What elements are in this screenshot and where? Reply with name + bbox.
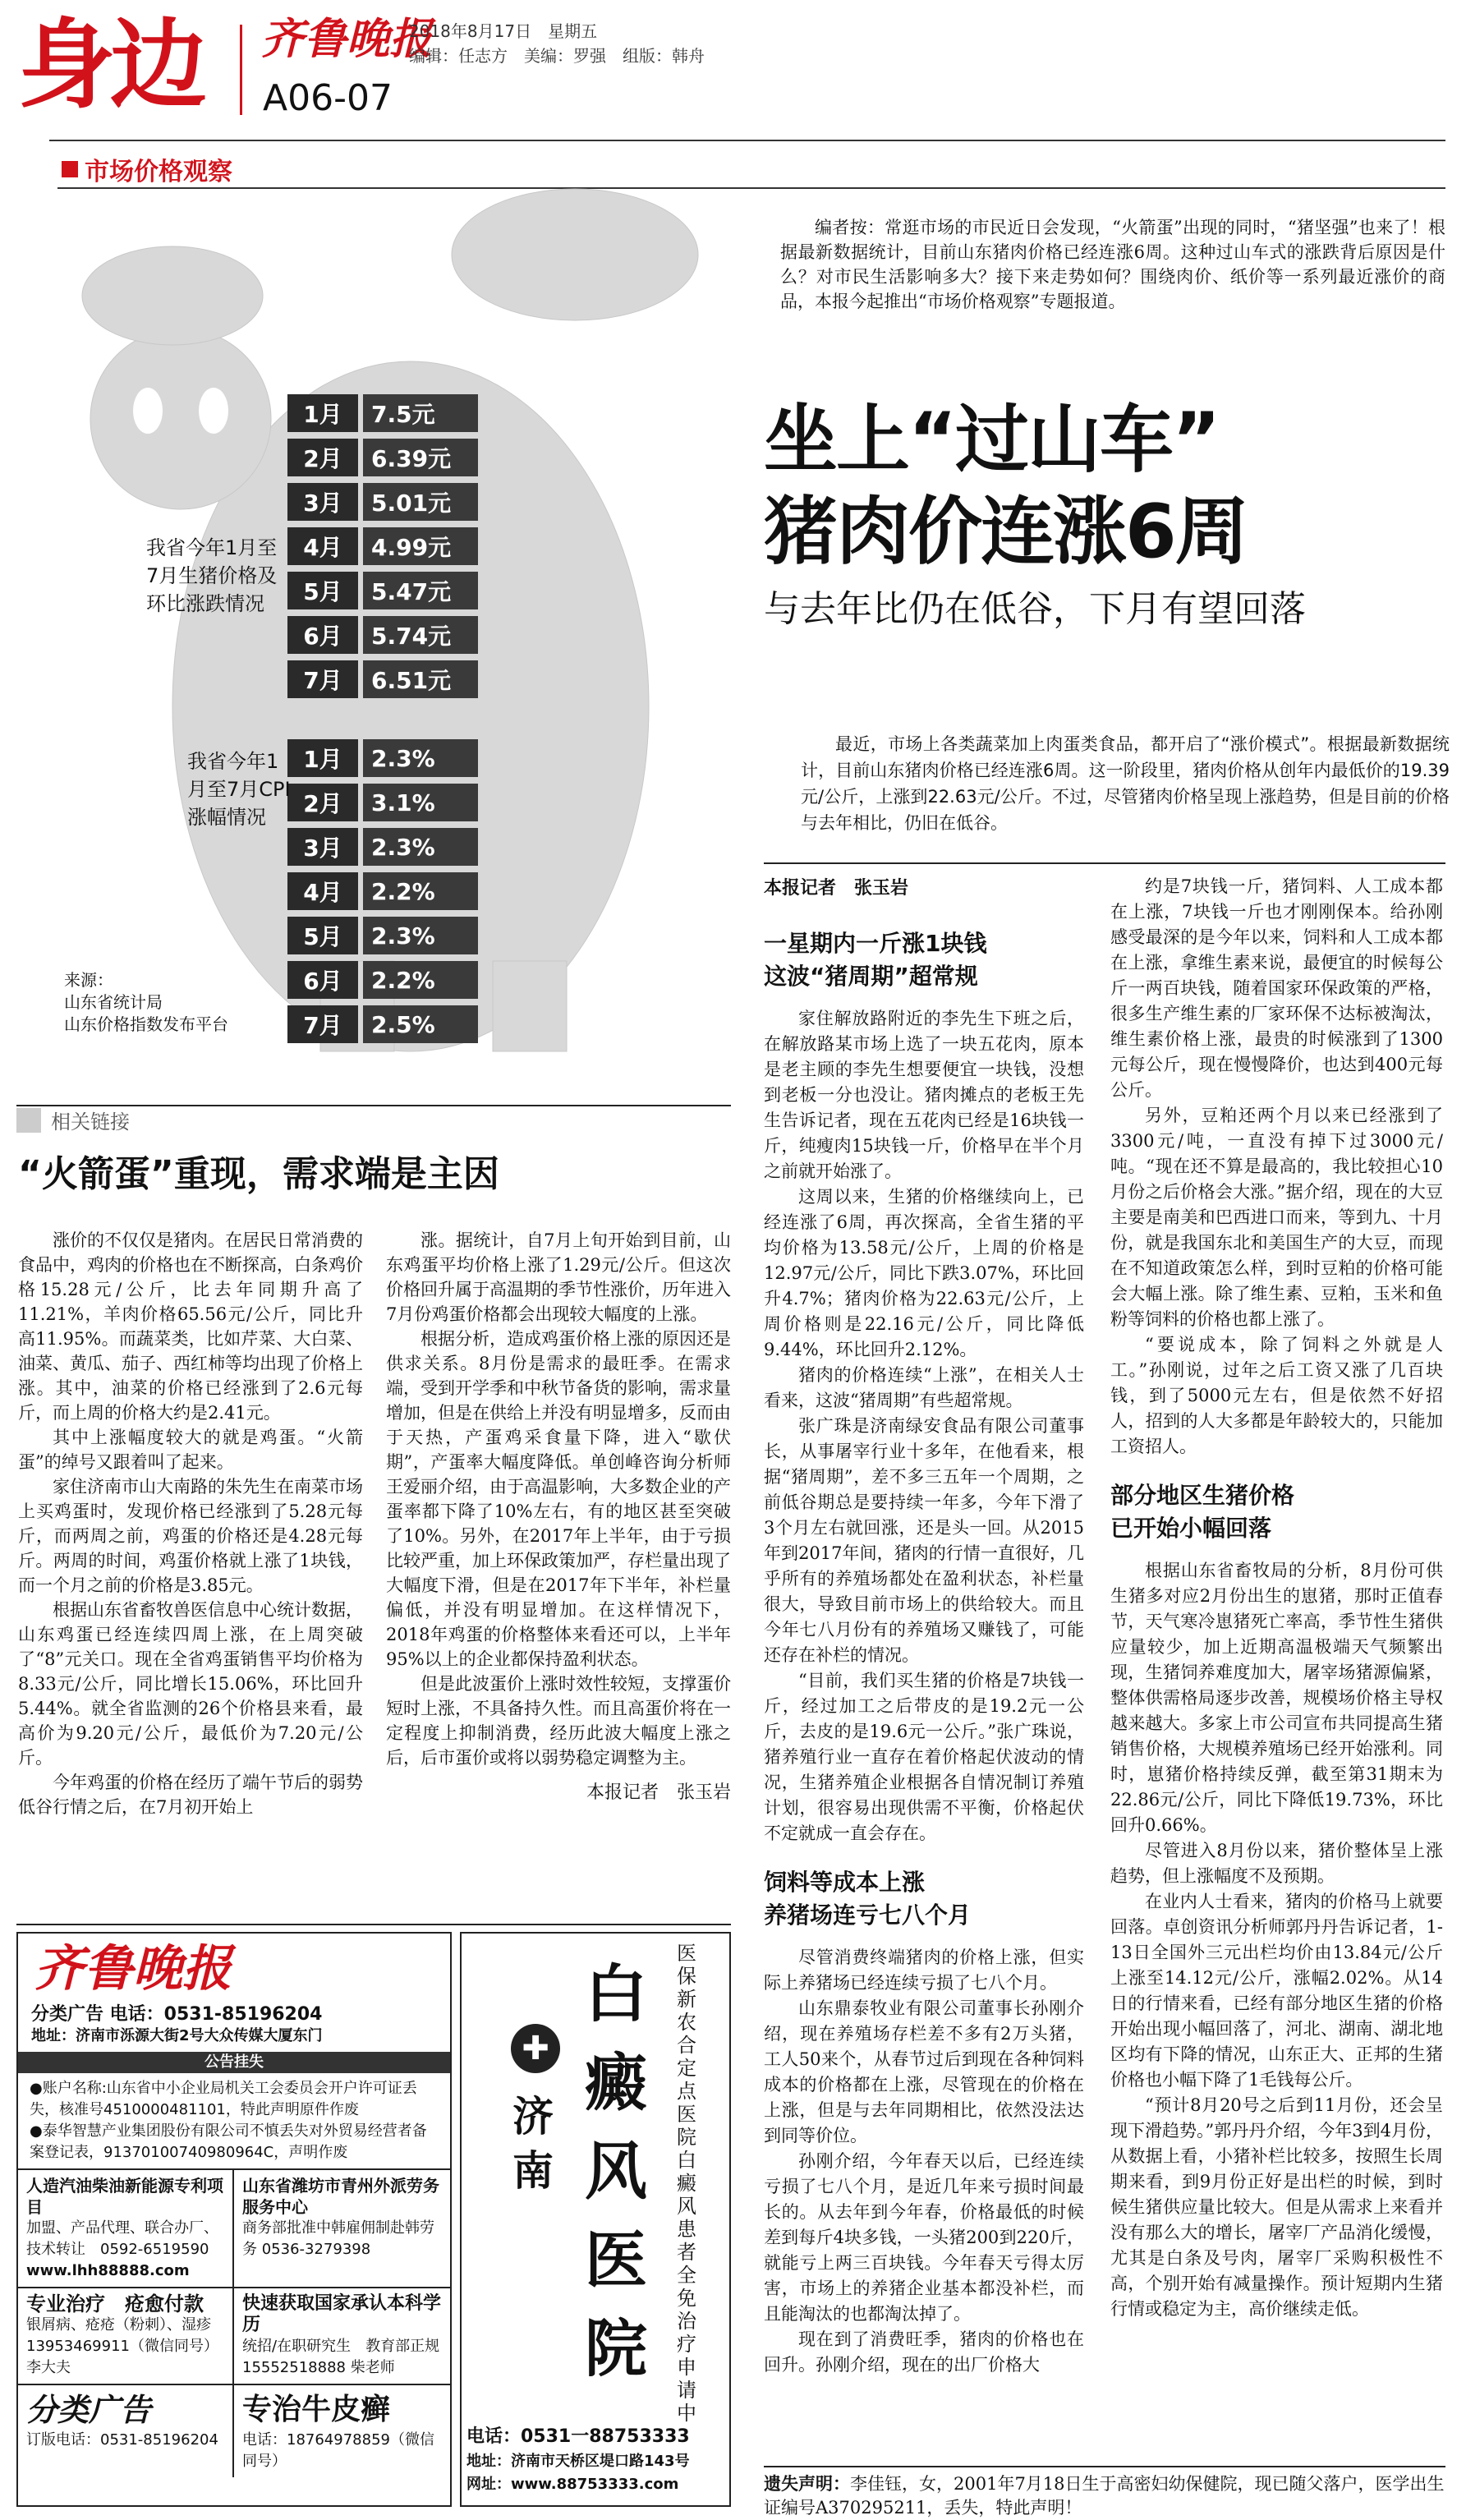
related-paragraph: 根据山东省畜牧兽医信息中心统计数据，山东鸡蛋已经连续四周上涨，在上周突破了“8”元关口。现在全省鸡蛋销售平均价格为8.33元/公斤，同比增长15.06%，环比回升5.44%。就全省监测的26个价格县来看，最高价为9.20元/公斤，最低价为7.20元/公斤。: [18, 1600, 363, 1768]
pig-price-month: 3月: [287, 483, 358, 521]
red-square-icon: [62, 161, 78, 177]
editors: 编辑：任志方 美编：罗强 组版：韩舟: [409, 46, 705, 66]
pig-price-row: [287, 394, 478, 432]
main-byline: 本报记者 张玉岩: [764, 878, 909, 899]
section2-title: 饲料等成本上涨: [764, 1869, 926, 1896]
ad-body: 统招/在职研究生 教育部正规 15552518888 柴老师: [242, 2338, 455, 2376]
article-paragraph: 约是7块钱一斤，猪饲料、人工成本都在上涨，7块钱一斤也才刚刚保本。给孙刚感受最深的是今年以来，饲料和人工成本都在上涨，拿维生素来说，最便宜的时候每公斤一两百块钱，随着国家环保政策的严格，很多生产维生素的厂家环保不达标被淘汰，维生素价格上涨，最贵的时候涨到了1300元每公斤，现在慢慢降价，也达到400元每公斤。: [1110, 876, 1443, 1100]
cpi-value: 2.2%: [363, 961, 478, 999]
clinic-city: 济南: [512, 2093, 554, 2195]
clinic-vertical-text: 医保新农合定点医院 白癜风患者全免治疗申请中: [677, 1942, 716, 2425]
cpi-month: 5月: [287, 917, 358, 954]
notice-title: 公告挂失: [205, 2053, 264, 2071]
ad-title: 山东省潍坊市青州外派劳务服务中心: [242, 2176, 439, 2217]
section1-title: 一星期内一斤涨1块钱: [764, 930, 987, 957]
clinic-ad: [460, 1932, 731, 2507]
section3-title: 部分地区生猪价格: [1110, 1482, 1295, 1509]
ad-title: 快速获取国家承认本科学历: [242, 2293, 442, 2335]
cpi-value: 2.3%: [363, 828, 478, 866]
clinic-cross-icon: ✚: [511, 2024, 560, 2073]
article-paragraph: 猪肉的价格连续“上涨”，在相关人士看来，这波“猪周期”有些超常规。: [764, 1365, 1084, 1410]
paper-name: 齐鲁晚报: [261, 14, 433, 64]
pig-price-value: 5.74元: [363, 616, 478, 654]
pig-price-month: 6月: [287, 616, 358, 654]
article-paragraph: 根据山东省畜牧局的分析，8月份可供生猪多对应2月份出生的崽猪，那时正值春节，天气寒冷崽猪死亡率高，季节性生猪供应量较少，加上近期高温极端天气频繁出现，生猪饲养难度加大，屠宰场猪源偏紧，整体供需格局逐步改善，规模场价格主导权越来越大。多家上市公司宣布共同提高生猪销售价格，大规模养殖场已经开始涨利。同时，崽猪价格持续反弹，截至第31期末为22.86元/公斤，同比下降低19.73%，环比回升0.66%。: [1110, 1561, 1443, 1835]
clinic-phone: 电话：0531一88753333: [466, 2426, 690, 2447]
source-item: 山东价格指数发布平台: [64, 1014, 228, 1034]
related-col-2: [386, 1228, 731, 1951]
pig-price-month: 2月: [287, 439, 358, 476]
cpi-label: 我省今年1月至7月CPI涨幅情况: [187, 750, 291, 829]
pig-price-label: 我省今年1月至7月生猪价格及环比涨跌情况: [146, 536, 278, 615]
ad-cell: [234, 2385, 450, 2477]
pig-price-table: [287, 394, 478, 705]
section-title: 身边: [18, 8, 203, 122]
ad-body: 银屑病、疮疮（粉刺）、湿疹 13953469911（微信同号）李大夫: [26, 2316, 226, 2376]
clinic-name: 白癜风医院: [585, 1957, 647, 2385]
lost-notice-text: 李佳钰，女，2001年7月18日生于高密妇幼保健院，现已随父落户，医学出生证编号A370295211，丢失，特此声明！: [764, 2474, 1445, 2518]
pig-price-month: 5月: [287, 572, 358, 609]
pig-price-month: 4月: [287, 527, 358, 565]
cpi-month: 4月: [287, 872, 358, 910]
article-paragraph: “目前，我们买生猪的价格是7块钱一斤，经过加工之后带皮的是19.2元一公斤，去皮的是19.6元一公斤。”张广珠说，猪养殖行业一直存在着价格起伏波动的情况，生猪养殖企业根据各自情况制订养殖计划，很容易出现供需不平衡，价格起伏不定就成一直会存在。: [764, 1671, 1084, 1843]
related-paragraph: 涨价的不仅仅是猪肉。在居民日常消费的食品中，鸡肉的价格也在不断探高，白条鸡价格15.28元/公斤，比去年同期升高了11.21%，羊肉价格65.56元/公斤，同比升高11.95%。而蔬菜类，比如芹菜、大白菜、油菜、黄瓜、茄子、西红柿等均出现了价格上涨。其中，油菜的价格已经涨到了2.6元每斤，而上周的价格大约是2.41元。: [18, 1230, 363, 1423]
masthead-rule: [49, 140, 1445, 141]
cpi-row: [287, 784, 478, 821]
article-paragraph: 尽管进入8月份以来，猪价整体呈上涨趋势，但上涨幅度不及预期。: [1110, 1841, 1443, 1886]
source-item: 山东省统计局: [64, 992, 163, 1012]
headline-line2: 猪肉价连涨6周: [764, 489, 1248, 575]
article-paragraph: “要说成本，除了饲料之外就是人工。”孙刚说，过年之后工资又涨了几百块钱，到了5000元左右，但是依然不好招人，招到的人大多都是年龄较大的，只能加工资招人。: [1110, 1335, 1443, 1456]
article-paragraph: 张广珠是济南绿安食品有限公司董事长，从事屠宰行业十多年，在他看来，根据“猪周期”，差不多三五年一个周期，之前低谷期总是要持续一年多，今年下滑了3个月左右就回涨，还是头一回。从2015年到2017年间，猪肉的行情一直很好，几乎所有的养殖场都处在盈利状态，补栏量很大，导致目前市场上的供给较大。而且今年七八月份有的养殖场又赚钱了，可能还存在补栏的情况。: [764, 1416, 1084, 1665]
column-tag: [62, 151, 232, 187]
cpi-row: [287, 872, 478, 910]
page-number: A06-07: [263, 77, 393, 119]
pig-price-row: [287, 660, 478, 698]
lead: [801, 731, 1450, 836]
ad-body: 订版电话：0531-85196204: [26, 2431, 218, 2449]
ad-title: 专业治疗 疮愈付款: [26, 2292, 204, 2315]
cpi-row: [287, 1005, 478, 1043]
pig-price-value: 5.47元: [363, 572, 478, 609]
section3-title: 已开始小幅回落: [1110, 1515, 1272, 1542]
related-byline: 本报记者 张玉岩: [586, 1782, 731, 1803]
cpi-table: [287, 739, 478, 1050]
lost-notice-rule: [764, 2466, 1445, 2467]
editor-note-text: 编者按：常逛市场的市民近日会发现，“火箭蛋”出现的同时，“猪坚强”也来了！根据最新数据统计，目前山东猪肉价格已经连涨6周。这种过山车式的涨跌背后原因是什么？对市民生活影响多大？接下来走势如何？围绕肉价、纸价等一系列最近涨价的商品，本报今起推出“市场价格观察”专题报道。: [780, 218, 1445, 311]
ad-body: 电话：18764978859（微信同号）: [242, 2431, 434, 2470]
ad-cell: [18, 2288, 234, 2385]
lead-rule: [764, 862, 1445, 864]
article-paragraph: 另外，豆粕还两个月以来已经涨到了3300元/吨，一直没有掉下过3000元/吨。“现在还不算是最高的，我比较担心10月份之后价格会大涨。”据介绍，现在的大豆主要是南美和巴西进口而来，等到九、十月份，就是我国东北和美国生产的大豆，而现在不知道政策怎么样，到时豆粕的价格可能会大幅上涨。除了维生素、豆粕，玉米和鱼粉等饲料的价格也都上涨了。: [1110, 1106, 1443, 1329]
masthead: [0, 0, 1466, 186]
cpi-row: [287, 828, 478, 866]
ad-title: 分类广告: [26, 2391, 152, 2428]
pig-price-row: [287, 572, 478, 609]
ads-rule: [16, 1924, 731, 1925]
classified-ads: [16, 1932, 455, 2507]
ad-grid: [18, 2168, 455, 2477]
pig-price-row: [287, 527, 478, 565]
masthead-divider: [240, 25, 242, 115]
cpi-value: 3.1%: [363, 784, 478, 821]
source-note: [64, 969, 228, 1036]
related-paragraph: 其中上涨幅度较大的就是鸡蛋。“火箭蛋”的绰号又跟着叫了起来。: [18, 1428, 363, 1472]
ad-cell: [18, 2385, 234, 2477]
source-label: 来源：: [64, 970, 113, 990]
related-tag-label: 相关链接: [51, 1111, 130, 1134]
article-paragraph: “预计8月20号之后到11月份，还会呈现下滑趋势。”郭丹丹介绍，今年3到4月份，从数据上看，小猪补栏比较多，按照生长周期来看，到9月份正好是出栏的时候，到时候生猪供应量比较大。但是从需求上来看并没有那么大的增长，屠宰厂产品消化缓慢，尤其是白条及号肉，屠宰厂采购积极性不高，个别开始有减量操作。预计短期内生猪行情或稳定为主，高价继续走低。: [1110, 2095, 1443, 2319]
editor-note: [780, 215, 1445, 314]
related-col-1: [18, 1228, 363, 1951]
notice-header: [18, 2052, 450, 2073]
ad-body: 加盟、产品代理、联合办厂、技术转让 0592-6519590: [26, 2219, 218, 2258]
classified-phone: 分类广告 电话：0531-85196204: [31, 2004, 323, 2025]
lead-text: 最近，市场上各类蔬菜加上肉蛋类食品，都开启了“涨价模式”。根据最新数据统计，目前山东猪肉价格已经连涨6周。这一阶段里，猪肉价格从创年内最低价的19.39元/公斤，上涨到22.63元/公斤。不过，尽管猪肉价格呈现上涨趋势，但是目前的价格与去年相比，仍旧在低谷。: [801, 734, 1450, 833]
pig-price-row: [287, 483, 478, 521]
pig-price-value: 7.5元: [363, 394, 478, 432]
headline-block: [764, 394, 1454, 636]
related-paragraph: 根据分析，造成鸡蛋价格上涨的原因还是供求关系。8月份是需求的最旺季。在需求端，受到开学季和中秋节备货的影响，需求量增加，但是在供给上并没有明显增多，反而由于天热，产蛋鸡采食量下降，进入“歇伏期”，产蛋率大幅度降低。单创峰咨询分析师王爱丽介绍，由于高温影响，大多数企业的产蛋率都下降了10%左右，有的地区甚至突破了10%。另外，在2017年上半年，由于亏损比较严重，加上环保政策加严，存栏量出现了大幅度下滑，但是在2017年下半年，补栏量偏低，并没有明显增加。在这样情况下，2018年鸡蛋的价格整体来看还可以，上半年95%以上的企业都保持盈利状态。: [386, 1329, 731, 1669]
section1-title: 这波“猪周期”超常规: [764, 963, 978, 990]
article-paragraph: 尽管消费终端猪肉的价格上涨，但实际上养猪场已经连续亏损了七八个月。: [764, 1947, 1084, 1993]
cpi-row: [287, 961, 478, 999]
article-paragraph: 孙刚介绍，今年春天以后，已经连续亏损了七八个月，是近几年来亏损时间最长的。从去年到今年春，价格最低的时候差到每斤4块多钱，一头猪200到220斤，就能亏上两三百块钱。今年春天亏得太厉害，市场上的养猪企业基本都没补栏，而且能淘汰的也都淘汰掉了。: [764, 2151, 1084, 2324]
related-tag: [16, 1106, 130, 1134]
issue-date: 2018年8月17日 星期五: [409, 21, 598, 41]
ad-cell: [234, 2170, 450, 2288]
pig-price-month: 1月: [287, 394, 358, 432]
cpi-value: 2.3%: [363, 739, 478, 777]
cpi-row: [287, 739, 478, 777]
ad-title: 人造汽油柴油新能源专利项目: [26, 2176, 223, 2217]
clinic-address: 地址：济南市天桥区堤口路143号: [466, 2453, 690, 2470]
classified-paper-name: 齐鲁晚报: [34, 1940, 232, 1998]
ad-title: 专治牛皮癣: [242, 2393, 391, 2426]
main-col-2: [1110, 874, 1443, 2459]
clinic-web: 网址：www.88753333.com: [466, 2476, 679, 2493]
cpi-month: 7月: [287, 1005, 358, 1043]
lost-notice-label: 遗失声明：: [764, 2474, 850, 2494]
cpi-row: [287, 917, 478, 954]
notice-item: ●账户名称:山东省中小企业局机关工会委员会开户许可证丢失，核准号4510000481101，特此声明原件作废: [30, 2080, 417, 2118]
cpi-value: 2.5%: [363, 1005, 478, 1043]
column-tag-rule: [57, 187, 1445, 189]
ad-web: www.lhh88888.com: [26, 2262, 190, 2279]
article-paragraph: 这周以来，生猪的价格继续向上，已经连涨了6周，再次探高，全省生猪的平均价格为13.58元/公斤，上周的价格是12.97元/公斤，同比下跌3.07%，环比回升4.7%；猪肉价格为22.63元/公斤，上周价格则是22.16元/公斤，同比降低9.44%，环比回升2.12%。: [764, 1187, 1084, 1359]
cpi-month: 6月: [287, 961, 358, 999]
cpi-month: 2月: [287, 784, 358, 821]
pig-price-value: 5.01元: [363, 483, 478, 521]
headline-line1: 坐上“过山车”: [764, 397, 1220, 483]
lost-notice: [764, 2472, 1445, 2520]
pig-price-row: [287, 439, 478, 476]
column-tag-label: 市场价格观察: [85, 158, 232, 186]
pig-price-value: 4.99元: [363, 527, 478, 565]
article-paragraph: 现在到了消费旺季，猪肉的价格也在回升。孙刚介绍，现在的出厂价格大: [764, 2329, 1084, 2375]
pig-price-month: 7月: [287, 660, 358, 698]
article-paragraph: 家住解放路附近的李先生下班之后，在解放路某市场上选了一块五花肉，原本是老主顾的李先生想要便宜一块钱，没想到老板一分也没让。猪肉摊点的老板王先生告诉记者，现在五花肉已经是16块钱一斤，纯瘦肉15块钱一斤，价格早在半个月之前就开始涨了。: [764, 1009, 1084, 1181]
related-title: “火箭蛋”重现，需求端是主因: [18, 1153, 499, 1195]
notice-item: ●泰华智慧产业集团股份有限公司不慎丢失对外贸易经营者备案登记表，91370100740980964C，声明作废: [30, 2122, 427, 2161]
related-paragraph: 涨。据统计，自7月上旬开始到目前，山东鸡蛋平均价格上涨了1.29元/公斤。但这次价格回升属于高温期的季节性涨价，历年进入7月份鸡蛋价格都会出现较大幅度的上涨。: [386, 1230, 731, 1324]
article-paragraph: 山东鼎泰牧业有限公司董事长孙刚介绍，现在养殖场存栏差不多有2万头猪，工人50来个，从春节过后到现在各种饲料成本的价格都在上涨，尽管现在的价格在上涨，但是与去年同期相比，依然没法达到同等价位。: [764, 1998, 1084, 2145]
pig-price-row: [287, 616, 478, 654]
cpi-month: 1月: [287, 739, 358, 777]
article-paragraph: 在业内人士看来，猪肉的价格马上就要回落。卓创资讯分析师郭丹丹告诉记者，1-13日全国外三元出栏均价由13.84元/公斤上涨至14.12元/公斤，涨幅2.02%。从14日的行情来看，已经有部分地区生猪的价格开始出现小幅回落了，河北、湖南、湖北地区均有下降的情况，山东正大、正邦的生猪价格也小幅下降了1毛钱每公斤。: [1110, 1892, 1443, 2090]
classified-address: 地址：济南市泺源大街2号大众传媒大厦东门: [31, 2027, 323, 2044]
tag-bar: [16, 1108, 41, 1133]
ad-body: 商务部批准中韩雇佣制赴韩劳务 0536-3279398: [242, 2219, 434, 2258]
related-paragraph: 但是此波蛋价上涨时效性较短，支撑蛋价短时上涨，不具备持久性。而且高蛋价将在一定程度上抑制消费，经历此波大幅度上涨之后，后市蛋价或将以弱势稳定调整为主。: [386, 1674, 731, 1768]
related-paragraph: 今年鸡蛋的价格在经历了端午节后的弱势低谷行情之后，在7月初开始上: [18, 1773, 363, 1817]
related-paragraph: 家住济南市山大南路的朱先生在南菜市场上买鸡蛋时，发现价格已经涨到了5.28元每斤，而两周之前，鸡蛋的价格还是4.28元每斤。两周的时间，鸡蛋价格就上涨了1块钱，而一个月之前的价格是3.85元。: [18, 1477, 363, 1595]
pig-price-value: 6.51元: [363, 660, 478, 698]
main-col-1: [764, 874, 1084, 2459]
ad-cell: [18, 2170, 234, 2288]
section2-title: 养猪场连亏七八个月: [764, 1901, 972, 1929]
cpi-month: 3月: [287, 828, 358, 866]
headline-subtitle: 与去年比仍在低谷，下月有望回落: [764, 588, 1306, 630]
pig-infographic: [49, 197, 739, 1051]
pig-price-value: 6.39元: [363, 439, 478, 476]
cpi-value: 2.3%: [363, 917, 478, 954]
ad-cell: [234, 2288, 455, 2385]
cpi-value: 2.2%: [363, 872, 478, 910]
